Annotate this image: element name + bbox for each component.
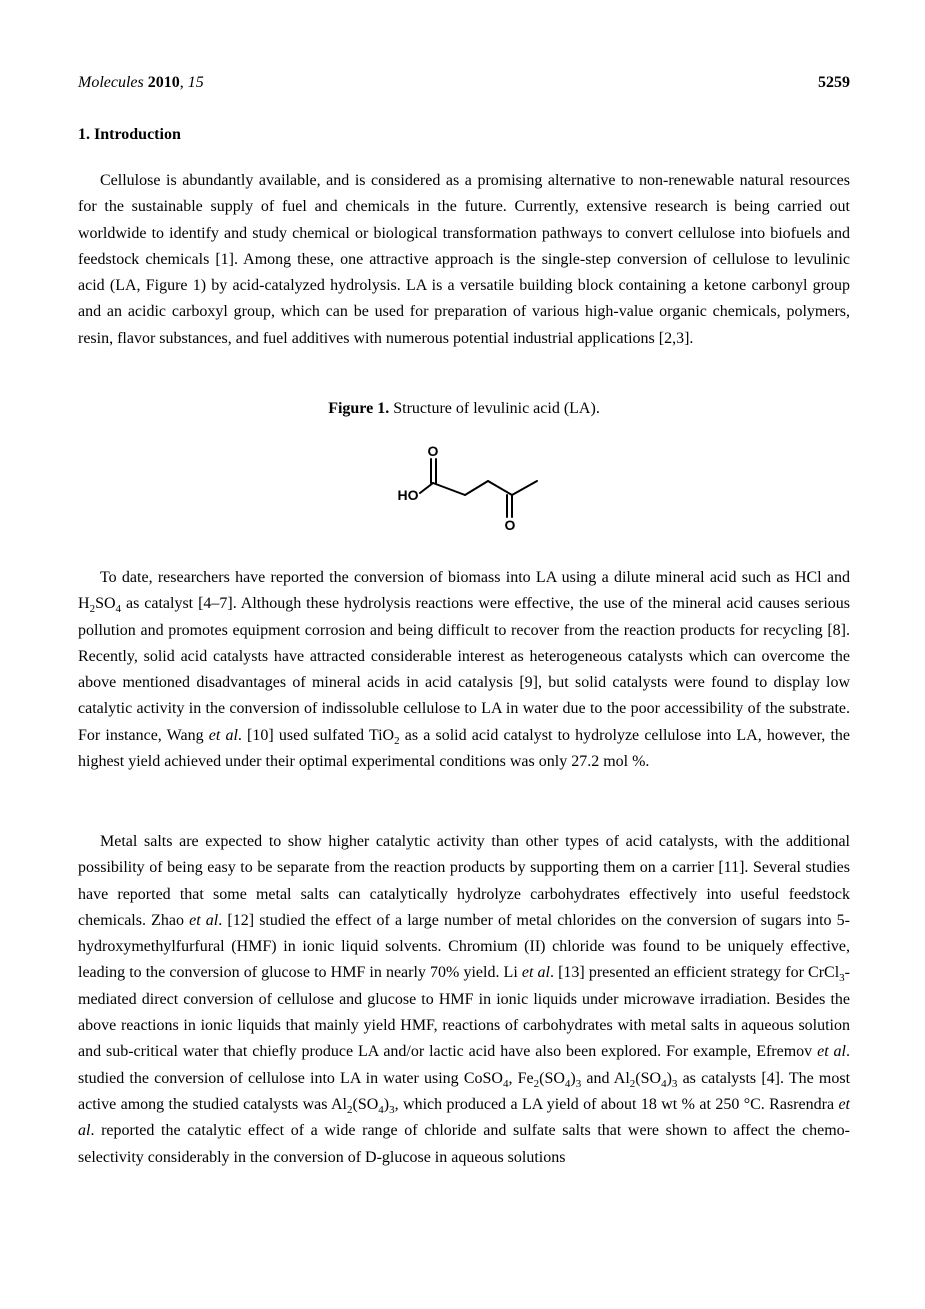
figure-label: Figure 1. <box>328 400 390 417</box>
p3-text-c: . [13] presented an efficient strategy for CrCl <box>549 964 840 982</box>
p3-text-d: -mediated direct conversion of cellulose and glucose to HMF in ionic liquids under microwave irradiation. Besides the above reactions in ionic liquids that mainly yield HMF, reactions of carbohydrates with metal salts in aqueous solution and sub-critical water that chiefly produce LA and/or lactic acid have also been explored. For example, Efremov <box>78 964 850 1061</box>
p3-text-e6: (SO <box>635 1069 662 1087</box>
p3-text-e3: (SO <box>539 1069 565 1087</box>
bond-c2-c3 <box>465 481 488 495</box>
p2-text-b: as catalyst [4–7]. Although these hydrolysis reactions were effective, the use of the mineral acid causes serious pollution and promotes equipment corrosion and being difficult to recover from the reaction products for recycling [8]. Recently, solid acid catalysts have attracted considerable interest as heterogeneous catalysts which can overcome the above mentioned disadvantages of mineral acids in acid catalysis [9], but solid catalysts were found to display low catalytic activity in the conversion of indissoluble cellulose to LA in water due to the poor accessibility of the substrate. For instance, Wang <box>78 595 850 744</box>
p3-sub: 3 <box>839 972 845 985</box>
p2-sub: 4 <box>115 603 122 616</box>
p2-text-a2: SO <box>95 595 116 613</box>
p3-sub: 2 <box>347 1104 353 1117</box>
p3-sub: 4 <box>564 1077 571 1090</box>
p3-etal: et al <box>817 1043 846 1061</box>
p3-text-e2: , Fe <box>508 1069 534 1087</box>
paragraph-mineral-acids <box>78 565 850 775</box>
figure-caption <box>78 400 850 418</box>
journal-volume: 15 <box>187 74 204 91</box>
p3-text-f: as catalysts [4]. The most active among the studied catalysts was Al <box>78 1069 851 1113</box>
paragraph-intro-text: Cellulose is abundantly available, and is considered as a promising alternative to non-renewable natural resources for the sustainable supply of fuel and chemicals in the future. Currently, extensive research is being carried out worldwide to identify and study chemical or biological transformation pathways to convert cellulose into biofuels and feedstock chemicals [1]. Among these, one attractive approach is the single-step conversion of cellulose to levulinic acid (LA, Figure 1) by acid-catalyzed hydrolysis. LA is a versatile building block containing a ketone carbonyl group and an acidic carboxyl group, which can be used for preparation of various high-value organic chemicals, polymers, resin, flavor substances, and fuel additives with numerous potential industrial applications [2,3]. <box>78 172 850 347</box>
p3-text-e4: ) <box>570 1069 576 1087</box>
p3-etal: et al <box>521 964 550 982</box>
bond-c1-c2 <box>433 483 465 495</box>
p3-text-e7: ) <box>666 1069 672 1087</box>
p2-sub: 2 <box>89 603 96 616</box>
p3-text-g: , which produced a LA yield of about 18 wt % at 250 °C. Rasrendra <box>394 1095 839 1113</box>
paragraph-metal-salts <box>78 829 850 1171</box>
p3-text-f2: (SO <box>352 1095 379 1113</box>
p3-sub: 3 <box>671 1077 678 1090</box>
atom-oxygen-bottom: O <box>504 517 516 533</box>
p2-text-a: To date, researchers have reported the conversion of biomass into LA using a dilute mineral acid such as HCl and H <box>78 569 850 613</box>
p2-sub: 2 <box>394 734 400 747</box>
figure-caption-text: Structure of levulinic acid (LA). <box>393 400 600 417</box>
p3-text-i: -glucose in aqueous solutions <box>376 1148 566 1166</box>
p3-etal: et al <box>78 1095 850 1140</box>
p3-sub: 4 <box>502 1077 509 1090</box>
bond-c3-c4 <box>488 481 512 495</box>
journal-name: Molecules <box>78 74 144 91</box>
bond-oh-c1 <box>420 483 433 493</box>
p3-d-prefix: D <box>365 1148 377 1166</box>
p3-text-e5: and Al <box>581 1069 630 1087</box>
atom-hydroxyl: HO <box>397 487 419 503</box>
p2-text-c: . [10] used sulfated TiO <box>237 726 395 744</box>
page-number: 5259 <box>818 74 850 91</box>
p3-sub: 2 <box>533 1077 540 1090</box>
running-header <box>78 74 850 96</box>
p3-sub: 3 <box>575 1077 582 1090</box>
section-title: 1. Introduction <box>78 126 181 143</box>
p3-sub: 3 <box>389 1104 395 1117</box>
p3-etal: et al <box>189 911 219 929</box>
p2-etal: et al <box>208 726 238 744</box>
p2-text-d: as a solid acid catalyst to hydrolyze cellulose into LA, however, the highest yield achieved under their optimal experimental conditions was only 27.2 mol %. <box>78 726 851 771</box>
levulinic-acid-structure <box>388 440 548 535</box>
p3-sub: 2 <box>629 1077 636 1090</box>
paragraph-intro <box>78 168 850 352</box>
p3-text-e: . studied the conversion of cellulose into LA in water using CoSO <box>78 1043 850 1087</box>
p3-text-f3: ) <box>383 1095 390 1113</box>
p3-sub: 4 <box>661 1077 667 1090</box>
bond-c4-c5 <box>512 481 537 495</box>
journal-citation: Molecules 2010, 15 <box>78 74 204 91</box>
journal-year: 2010 <box>147 74 180 91</box>
p3-sub: 4 <box>378 1104 384 1117</box>
atom-oxygen-top: O <box>427 443 439 459</box>
p3-text-b: . [12] studied the effect of a large number of metal chlorides on the conversion of sugars into 5-hydroxymethylfurfural (HMF) in ionic liquid solvents. Chromium (II) chloride was found to be uniquely effective, leading to the conversion of glucose to HMF in nearly 70% yield. Li <box>78 911 850 982</box>
p3-text-a: Metal salts are expected to show higher catalytic activity than other types of acid catalysts, with the additional possibility of being easy to be separate from the reaction products by supporting them on a carrier [11]. Several studies have reported that some metal salts can catalytically hydrolyze carbohydrates effectively into useful feedstock chemicals. Zhao <box>78 833 850 929</box>
p3-text-h: . reported the catalytic effect of a wide range of chloride and sulfate salts that were shown to affect the chemo-selectivity considerably in the conversion of <box>78 1122 850 1166</box>
